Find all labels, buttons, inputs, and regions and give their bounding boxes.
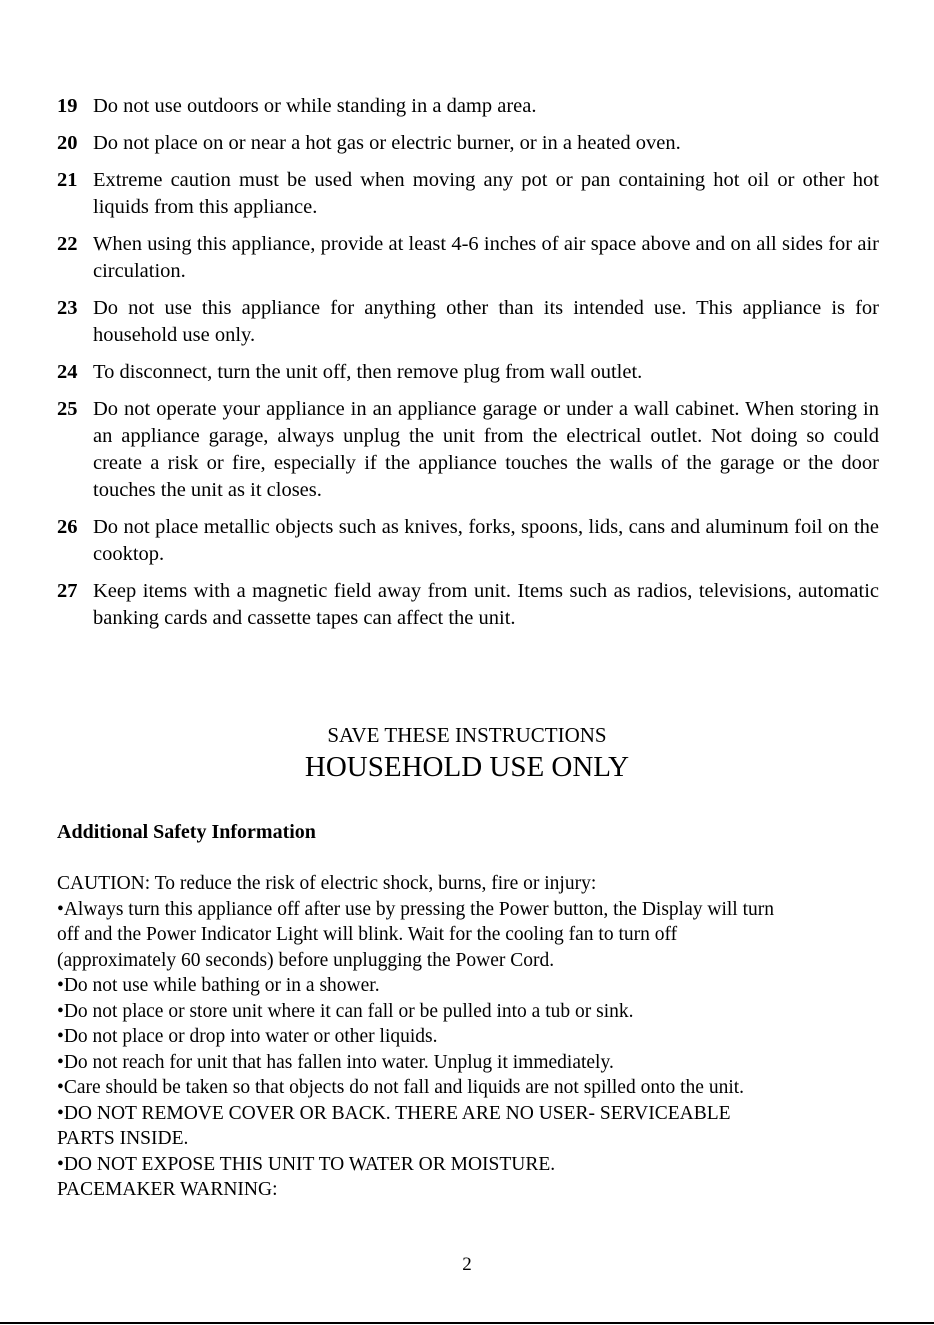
instruction-number: 24 bbox=[57, 361, 78, 383]
household-use-heading: HOUSEHOLD USE ONLY bbox=[304, 751, 630, 783]
safety-line: •DO NOT REMOVE COVER OR BACK. THERE ARE NO USER- SERVICEABLE bbox=[57, 1102, 731, 1124]
page-number: 2 bbox=[462, 1254, 472, 1275]
instruction-number: 22 bbox=[57, 233, 78, 255]
safety-line: •Do not place or store unit where it can fall or be pulled into a tub or sink. bbox=[57, 1000, 634, 1022]
instruction-text: Do not operate your appliance in an appliance garage or under a wall cabinet. When storing in an appliance garage, always unplug the unit from the electrical outlet. Not doing so could create a risk or fire, especially if the appliance touches the walls of the garage or the door touches the unit as it closes. bbox=[93, 398, 879, 501]
instruction-item bbox=[57, 359, 879, 386]
safety-line: •DO NOT EXPOSE THIS UNIT TO WATER OR MOISTURE. bbox=[57, 1153, 556, 1175]
safety-line: PARTS INSIDE. bbox=[57, 1128, 189, 1149]
safety-line: CAUTION: To reduce the risk of electric shock, burns, fire or injury: bbox=[57, 873, 597, 894]
instruction-number: 21 bbox=[57, 169, 78, 191]
safety-line: •Do not reach for unit that has fallen into water. Unplug it immediately. bbox=[57, 1051, 614, 1073]
instruction-number: 23 bbox=[57, 297, 78, 319]
instruction-item bbox=[57, 167, 879, 221]
safety-line: off and the Power Indicator Light will blink. Wait for the cooling fan to turn off bbox=[57, 924, 678, 945]
safety-line: •Always turn this appliance off after use by pressing the Power button, the Display will turn bbox=[57, 898, 774, 920]
instruction-item bbox=[57, 295, 879, 349]
safety-line: •Care should be taken so that objects do not fall and liquids are not spilled onto the unit. bbox=[57, 1077, 745, 1098]
instruction-number: 20 bbox=[57, 132, 78, 154]
instruction-text: To disconnect, turn the unit off, then remove plug from wall outlet. bbox=[93, 361, 643, 383]
instruction-number: 19 bbox=[57, 95, 78, 117]
instruction-text: Keep items with a magnetic field away from unit. Items such as radios, televisions, automatic banking cards and cassette tapes can affect the unit. bbox=[93, 580, 879, 629]
instruction-text: Do not place on or near a hot gas or electric burner, or in a heated oven. bbox=[93, 132, 681, 154]
instruction-item bbox=[57, 130, 879, 157]
instruction-number: 25 bbox=[57, 398, 78, 420]
instruction-item bbox=[57, 231, 879, 285]
instruction-item bbox=[57, 396, 879, 504]
save-instructions-heading: SAVE THESE INSTRUCTIONS bbox=[327, 723, 607, 747]
safety-information bbox=[57, 871, 887, 1203]
instruction-text: Do not use outdoors or while standing in a damp area. bbox=[93, 95, 537, 117]
instruction-number: 26 bbox=[57, 516, 78, 538]
instruction-text: Do not place metallic objects such as knives, forks, spoons, lids, cans and aluminum foil on the cooktop. bbox=[93, 516, 879, 565]
safety-line: (approximately 60 seconds) before unplugging the Power Cord. bbox=[57, 949, 555, 971]
instruction-text: Do not use this appliance for anything other than its intended use. This appliance is for household use only. bbox=[93, 297, 879, 346]
bottom-divider bbox=[0, 1322, 934, 1324]
safety-line: •Do not place or drop into water or other liquids. bbox=[57, 1026, 438, 1047]
instruction-item bbox=[57, 514, 879, 568]
numbered-instructions bbox=[57, 93, 879, 642]
instruction-number: 27 bbox=[57, 580, 78, 602]
safety-line: •Do not use while bathing or in a shower. bbox=[57, 975, 380, 996]
additional-safety-heading: Additional Safety Information bbox=[57, 821, 316, 843]
safety-line: PACEMAKER WARNING: bbox=[57, 1179, 278, 1200]
instruction-item bbox=[57, 93, 879, 120]
instruction-text: When using this appliance, provide at least 4-6 inches of air space above and on all sides for air circulation. bbox=[93, 233, 879, 282]
instruction-item bbox=[57, 578, 879, 632]
instruction-text: Extreme caution must be used when moving any pot or pan containing hot oil or other hot liquids from this appliance. bbox=[93, 169, 879, 218]
